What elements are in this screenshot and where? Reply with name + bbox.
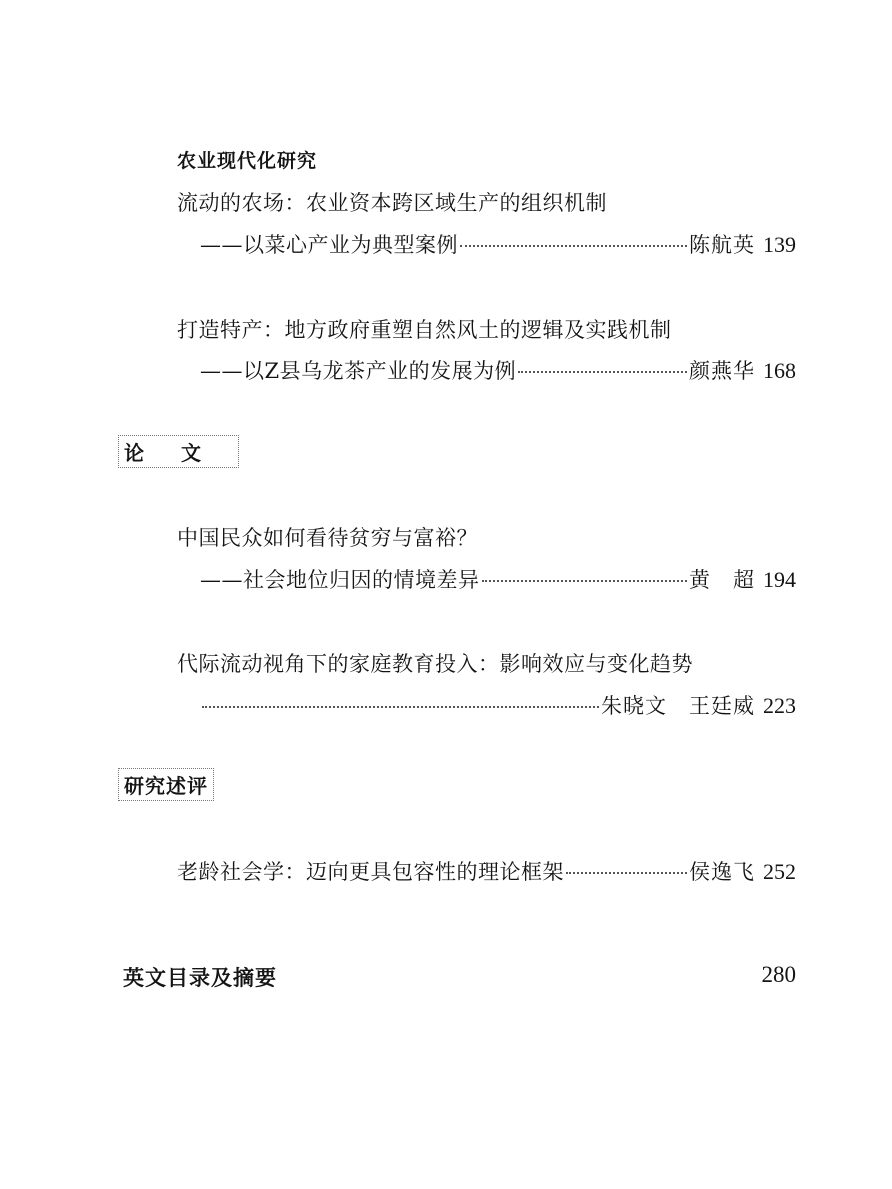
section-heading-papers: 论文	[118, 435, 239, 468]
entry-author: 黄 超	[689, 568, 755, 592]
dot-leader	[460, 245, 687, 247]
entry-subtitle: ——以Z县乌龙茶产业的发展为例	[200, 359, 517, 383]
entry-subtitle-line	[200, 690, 796, 720]
dot-leader	[518, 371, 687, 373]
entry-page: 168	[763, 358, 796, 383]
entry-page: 252	[763, 859, 796, 884]
entry-line	[177, 856, 796, 886]
section-heading-review: 研究述评	[118, 768, 214, 801]
entry-subtitle: ——社会地位归因的情境差异	[200, 568, 480, 592]
entry-subtitle-line	[200, 229, 796, 259]
entry-title: 打造特产：地方政府重塑自然风土的逻辑及实践机制	[177, 318, 672, 342]
entry-subtitle: ——以菜心产业为典型案例	[200, 233, 458, 257]
entry-subtitle-line	[200, 355, 796, 385]
entry-page: 139	[763, 232, 796, 257]
entry-title: 老龄社会学：迈向更具包容性的理论框架	[177, 860, 564, 884]
group-heading: 农业现代化研究	[177, 150, 318, 172]
dot-leader	[202, 706, 599, 708]
entry-title: 中国民众如何看待贫穷与富裕？	[177, 526, 478, 550]
entry-title: 流动的农场：农业资本跨区域生产的组织机制	[177, 191, 607, 215]
entry-title: 代际流动视角下的家庭教育投入：影响效应与变化趋势	[177, 652, 693, 676]
appendix-heading: 英文目录及摘要	[123, 965, 277, 990]
entry-author: 陈航英	[689, 233, 755, 257]
entry-page: 194	[763, 567, 796, 592]
entry-author: 朱晓文 王廷威	[601, 694, 755, 718]
entry-author: 颜燕华	[689, 359, 755, 383]
entry-subtitle-line	[200, 564, 796, 594]
dot-leader	[482, 580, 688, 582]
dot-leader	[566, 872, 687, 874]
entry-author: 侯逸飞	[689, 860, 755, 884]
appendix-page-number: 280	[761, 962, 796, 987]
entry-page: 223	[763, 693, 796, 718]
